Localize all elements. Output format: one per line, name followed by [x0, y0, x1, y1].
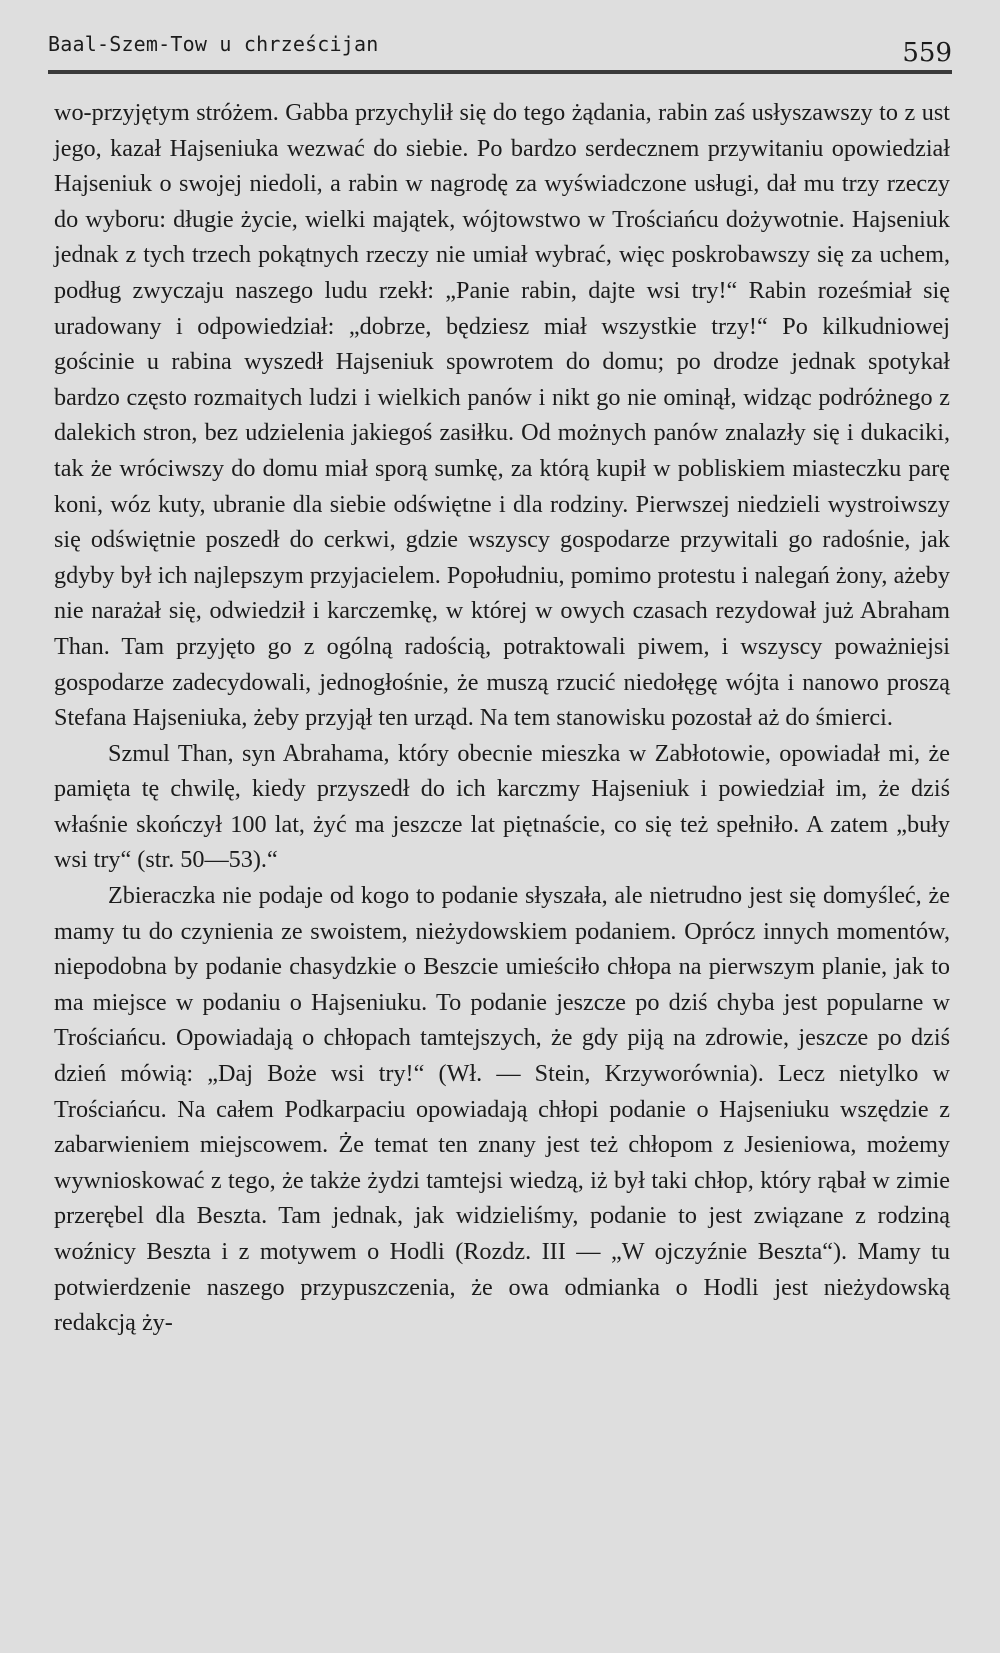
page-number: 559 — [902, 38, 952, 68]
running-header-title: Baal-Szem-Tow u chrześcijan — [48, 32, 379, 56]
paragraph-zbieraczka: Zbieraczka nie podaje od kogo to podanie słyszała, ale nietrudno jest się domyśleć, że mamy tu do czynienia ze swoistem, nieżydowskiem podaniem. Oprócz innych momentów, niepodobna by podanie chasydzkie o Beszcie umieściło chłopa na pierwszym planie, jak to ma miejsce w podaniu o Hajseniuku. To podanie jeszcze po dziś chyba jest popularne w Trościańcu. Opowiadają o chłopach tamtejszych, że gdy piją na zdrowie, jeszcze po dziś dzień mówią: „Daj Boże wsi try!“ (Wł. — Stein, Krzyworównia). Lecz nietylko w Trościańcu. Na całem Podkarpaciu opowiadają chłopi podanie o Hajseniuku wszędzie z zabarwieniem miejscowem. Że temat ten znany jest też chłopom z Jesieniowa, możemy wywnioskować z tego, że także żydzi tamtejsi wiedzą, iż był taki chłop, który rąbał w zimie przerębel dla Beszta. Tam jednak, jak widzieliśmy, podanie to jest związane z rodziną woźnicy Beszta i z motywem o Hodli (Rozdz. III — „W ojczyźnie Beszta“). Mamy tu potwierdzenie naszego przypuszczenia, że owa odmianka o Hodli jest nieżydowską redakcją ży- — [54, 882, 950, 1337]
paragraph-continued: wo-przyjętym stróżem. Gabba przychylił się do tego żądania, rabin zaś usłyszawszy to z ust jego, kazał Hajseniuka wezwać do siebie. Po bardzo serdecznem przywitaniu opowiedział Hajseniuk o swojej niedoli, a rabin w nagrodę za wyświadczone usługi, dał mu trzy rzeczy do wyboru: długie życie, wielki majątek, wójtowstwo w Trościańcu dożywotnie. Hajseniuk jednak z tych trzech pokątnych rzeczy nie umiał wybrać, więc poskrobawszy się za uchem, podług zwyczaju naszego ludu rzekł: „Panie rabin, dajte wsi try!“ Rabin roześmiał się uradowany i odpowiedział: „dobrze, będziesz miał wszystkie trzy!“ Po kilkudniowej gościnie u rabina wyszedł Hajseniuk spowrotem do domu; po drodze jednak spotykał bardzo często rozmaitych ludzi i wielkich panów i nikt go nie ominął, widząc podróżnego z dalekich stron, bez udzielenia jakiegoś zasiłku. Od możnych panów znalazły się i dukaciki, tak że wróciwszy do domu miał sporą sumkę, za którą kupił w pobliskiem miasteczku parę koni, wóz kuty, ubranie dla siebie odświętne i dla rodziny. Pierwszej niedzieli wystroiwszy się odświętnie poszedł do cerkwi, gdzie wszyscy gospodarze przywitali go radośnie, jak gdyby był ich najlepszym przyjacielem. Popołudniu, pomimo protestu i nalegań żony, ażeby nie narażał się, odwiedził i karczemkę, w której w owych czasach rezydował już Abraham Than. Tam przyjęto go z ogólną radością, potraktowali piwem, i wszyscy poważniejsi gospodarze zadecydowali, jednogłośnie, że muszą rzucić niedołęgę wójta i nanowo proszą Stefana Hajseniuka, żeby przyjął ten urząd. Na tem stanowisku pozostał aż do śmierci. — [54, 99, 950, 732]
body-text — [54, 95, 950, 1341]
header-rule — [48, 70, 952, 74]
paragraph-szmul-than: Szmul Than, syn Abrahama, który obecnie mieszka w Zabłotowie, opowiadał mi, że pamięta tę chwilę, kiedy przyszedł do ich karczmy Hajseniuk i powiedział im, że dziś właśnie skończył 100 lat, żyć ma jeszcze lat piętnaście, co się też spełniło. A zatem „buły wsi try“ (str. 50—53).“ — [54, 739, 950, 874]
